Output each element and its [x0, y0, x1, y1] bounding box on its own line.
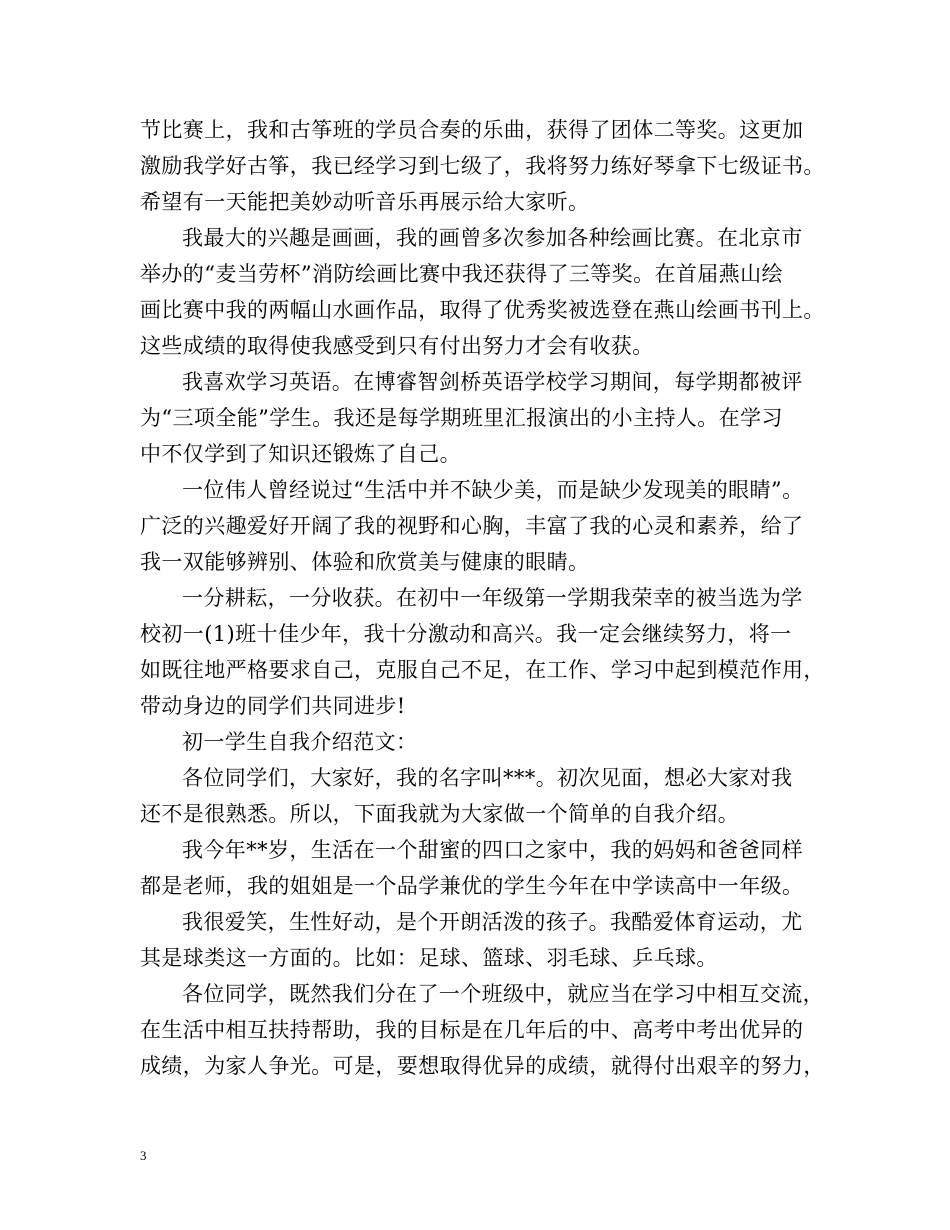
text-line: 激励我学好古筝，我已经学习到七级了，我将努力练好琴拿下七级证书。: [140, 154, 825, 178]
text-line: 希望有一天能把美妙动听音乐再展示给大家听。: [140, 190, 590, 214]
body-text: [140, 112, 825, 1084]
text-line: 都是老师，我的姐姐是一个品学兼优的学生今年在中学读高中一年级。: [140, 874, 804, 898]
page-number: 3: [140, 1148, 147, 1163]
text-line: 我今年**岁，生活在一个甜蜜的四口之家中，我的妈妈和爸爸同样: [182, 838, 803, 862]
text-line: 为“三项全能”学生。我还是每学期班里汇报演出的小主持人。在学习: [140, 406, 783, 430]
text-line: 我喜欢学习英语。在博睿智剑桥英语学校学习期间，每学期都被评: [182, 370, 803, 394]
text-line: 带动身边的同学们共同进步!: [140, 694, 406, 718]
text-line: 我一双能够辨别、体验和欣赏美与健康的眼睛。: [140, 550, 590, 574]
text-line: 画比赛中我的两幅山水画作品，取得了优秀奖被选登在燕山绘画书刊上。: [140, 298, 825, 322]
text-line: 如既往地严格要求自己，克服自己不足，在工作、学习中起到模范作用，: [140, 658, 825, 682]
text-line: 其是球类这一方面的。比如：足球、篮球、羽毛球、乒乓球。: [140, 946, 718, 970]
text-line: 节比赛上，我和古筝班的学员合奏的乐曲，获得了团体二等奖。这更加: [140, 118, 804, 142]
text-line: 初一学生自我介绍范文：: [182, 730, 418, 754]
text-line: 举办的“麦当劳杯”消防绘画比赛中我还获得了三等奖。在首届燕山绘: [140, 262, 783, 286]
text-line: 在生活中相互扶持帮助，我的目标是在几年后的中、高考中考出优异的: [140, 1018, 804, 1042]
text-line: 中不仅学到了知识还锻炼了自己。: [140, 442, 461, 466]
text-line: 我很爱笑，生性好动，是个开朗活泼的孩子。我酷爱体育运动，尤: [182, 910, 803, 934]
text-line: 一位伟人曾经说过“生活中并不缺少美，而是缺少发现美的眼睛”。: [182, 478, 804, 502]
text-line: 广泛的兴趣爱好开阔了我的视野和心胸，丰富了我的心灵和素养，给了: [140, 514, 804, 538]
text-line: 这些成绩的取得使我感受到只有付出努力才会有收获。: [140, 334, 654, 358]
text-line: 成绩，为家人争光。可是，要想取得优异的成绩，就得付出艰辛的努力，: [140, 1054, 825, 1078]
text-line: 我最大的兴趣是画画，我的画曾多次参加各种绘画比赛。在北京市: [182, 226, 803, 250]
text-line: 校初一(1)班十佳少年，我十分激动和高兴。我一定会继续努力，将一: [140, 622, 792, 646]
text-line: 还不是很熟悉。所以，下面我就为大家做一个简单的自我介绍。: [140, 802, 740, 826]
text-line: 各位同学，既然我们分在了一个班级中，就应当在学习中相互交流，: [182, 982, 824, 1006]
text-line: 各位同学们，大家好，我的名字叫***。初次见面，想必大家对我: [182, 766, 793, 790]
text-line: 一分耕耘，一分收获。在初中一年级第一学期我荣幸的被当选为学: [182, 586, 803, 610]
